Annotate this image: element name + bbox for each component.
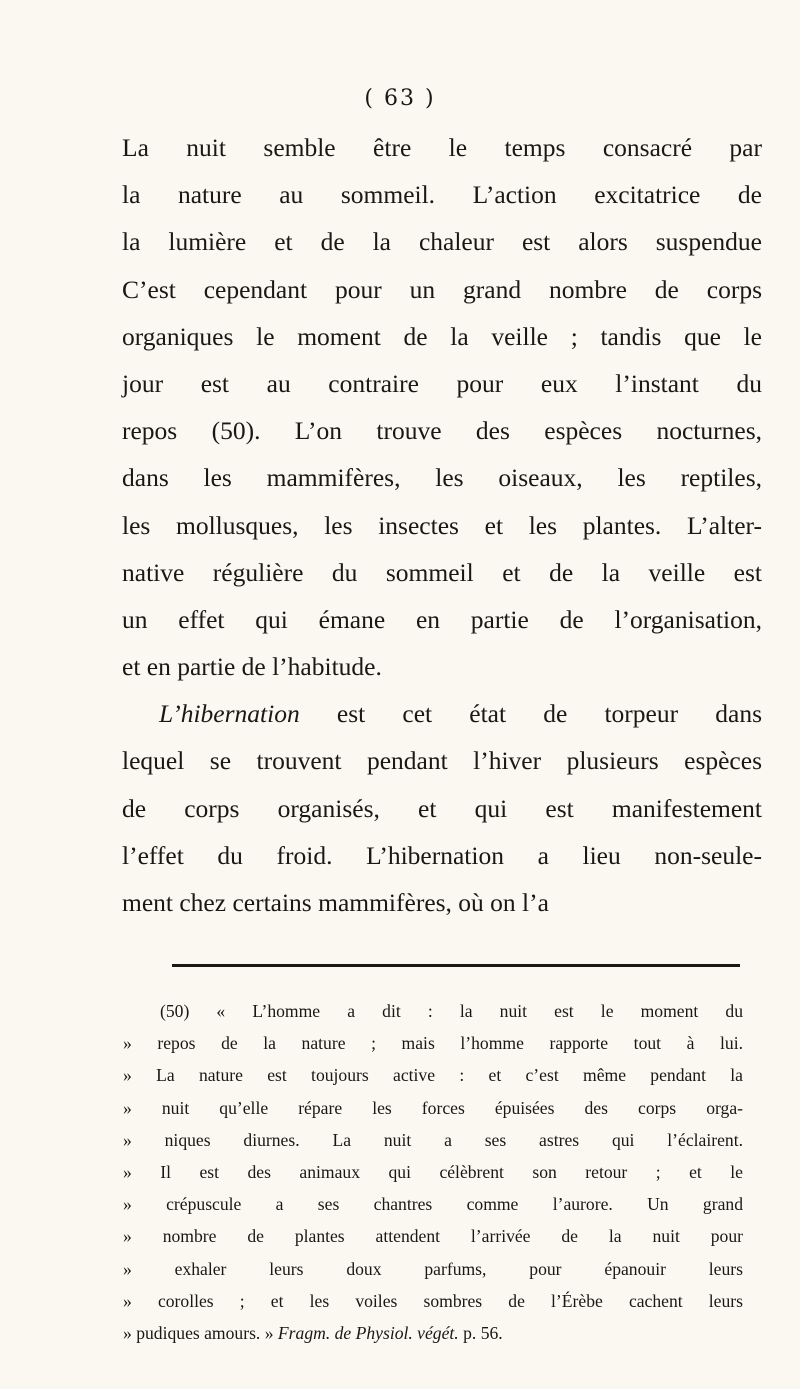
text-line: de corps organisés, et qui est manifestement: [122, 793, 762, 823]
text-line: l’effet du froid. L’hibernation a lieu non-seule-: [122, 840, 762, 870]
footnote-line: » La nature est toujours active : et c’est même pendant la: [123, 1065, 743, 1086]
footnote: [123, 995, 743, 1349]
footnote-line: » nuit qu’elle répare les forces épuisées des corps orga-: [123, 1097, 743, 1118]
hibernation-first-line: [122, 690, 762, 737]
footnote-line: » repos de la nature ; mais l’homme rapporte tout à lui.: [123, 1033, 743, 1054]
citation-page: p. 56.: [458, 1322, 503, 1343]
main-text: [122, 124, 762, 926]
text-line: C’est cependant pour un grand nombre de corps: [122, 274, 762, 304]
footnote-citation-line: [123, 1317, 743, 1349]
text-line: jour est au contraire pour eux l’instant du: [122, 368, 762, 398]
text-span: » pudiques amours. »: [123, 1322, 278, 1343]
text-line: la nature au sommeil. L’action excitatrice de: [122, 180, 762, 210]
footnote-line: » Il est des animaux qui célèbrent son retour ; et le: [123, 1161, 743, 1182]
page-number: ( 63 ): [364, 86, 436, 111]
hibernation-term: L’hibernation: [159, 699, 300, 729]
text-line: ment chez certains mammifères, où on l’a: [122, 888, 549, 917]
citation-title: Fragm. de Physiol. végét.: [277, 1322, 459, 1343]
footnote-line: » crépuscule a ses chantres comme l’aurore. Un grand: [123, 1194, 743, 1215]
footnote-line: (50) « L’homme a dit : la nuit est le moment du: [160, 1001, 743, 1021]
text-line: les mollusques, les insectes et les plantes. L’alter-: [122, 510, 762, 540]
footnote-line: » niques diurnes. La nuit a ses astres qui l’éclairent.: [123, 1129, 743, 1150]
text-line: et en partie de l’habitude.: [122, 652, 382, 682]
text-line: un effet qui émane en partie de l’organisation,: [122, 604, 762, 634]
text-span: est cet état de torpeur dans: [299, 699, 762, 729]
text-line: dans les mammifères, les oiseaux, les reptiles,: [122, 463, 762, 493]
footnote-line: » exhaler leurs doux parfums, pour épanouir leurs: [123, 1258, 743, 1279]
text-line: organiques le moment de la veille ; tandis que le: [122, 321, 762, 351]
footnote-divider: [172, 964, 740, 967]
text-line: La nuit semble être le temps consacré par: [122, 133, 762, 162]
footnote-line: » corolles ; et les voiles sombres de l’Érèbe cachent leurs: [123, 1290, 743, 1311]
footnote-line: » nombre de plantes attendent l’arrivée de la nuit pour: [123, 1226, 743, 1247]
text-line: native régulière du sommeil et de la veille est: [122, 557, 762, 587]
text-line: lequel se trouvent pendant l’hiver plusieurs espèces: [122, 746, 762, 776]
text-line: repos (50). L’on trouve des espèces nocturnes,: [122, 416, 762, 446]
text-line: la lumière et de la chaleur est alors suspendue: [122, 227, 762, 257]
